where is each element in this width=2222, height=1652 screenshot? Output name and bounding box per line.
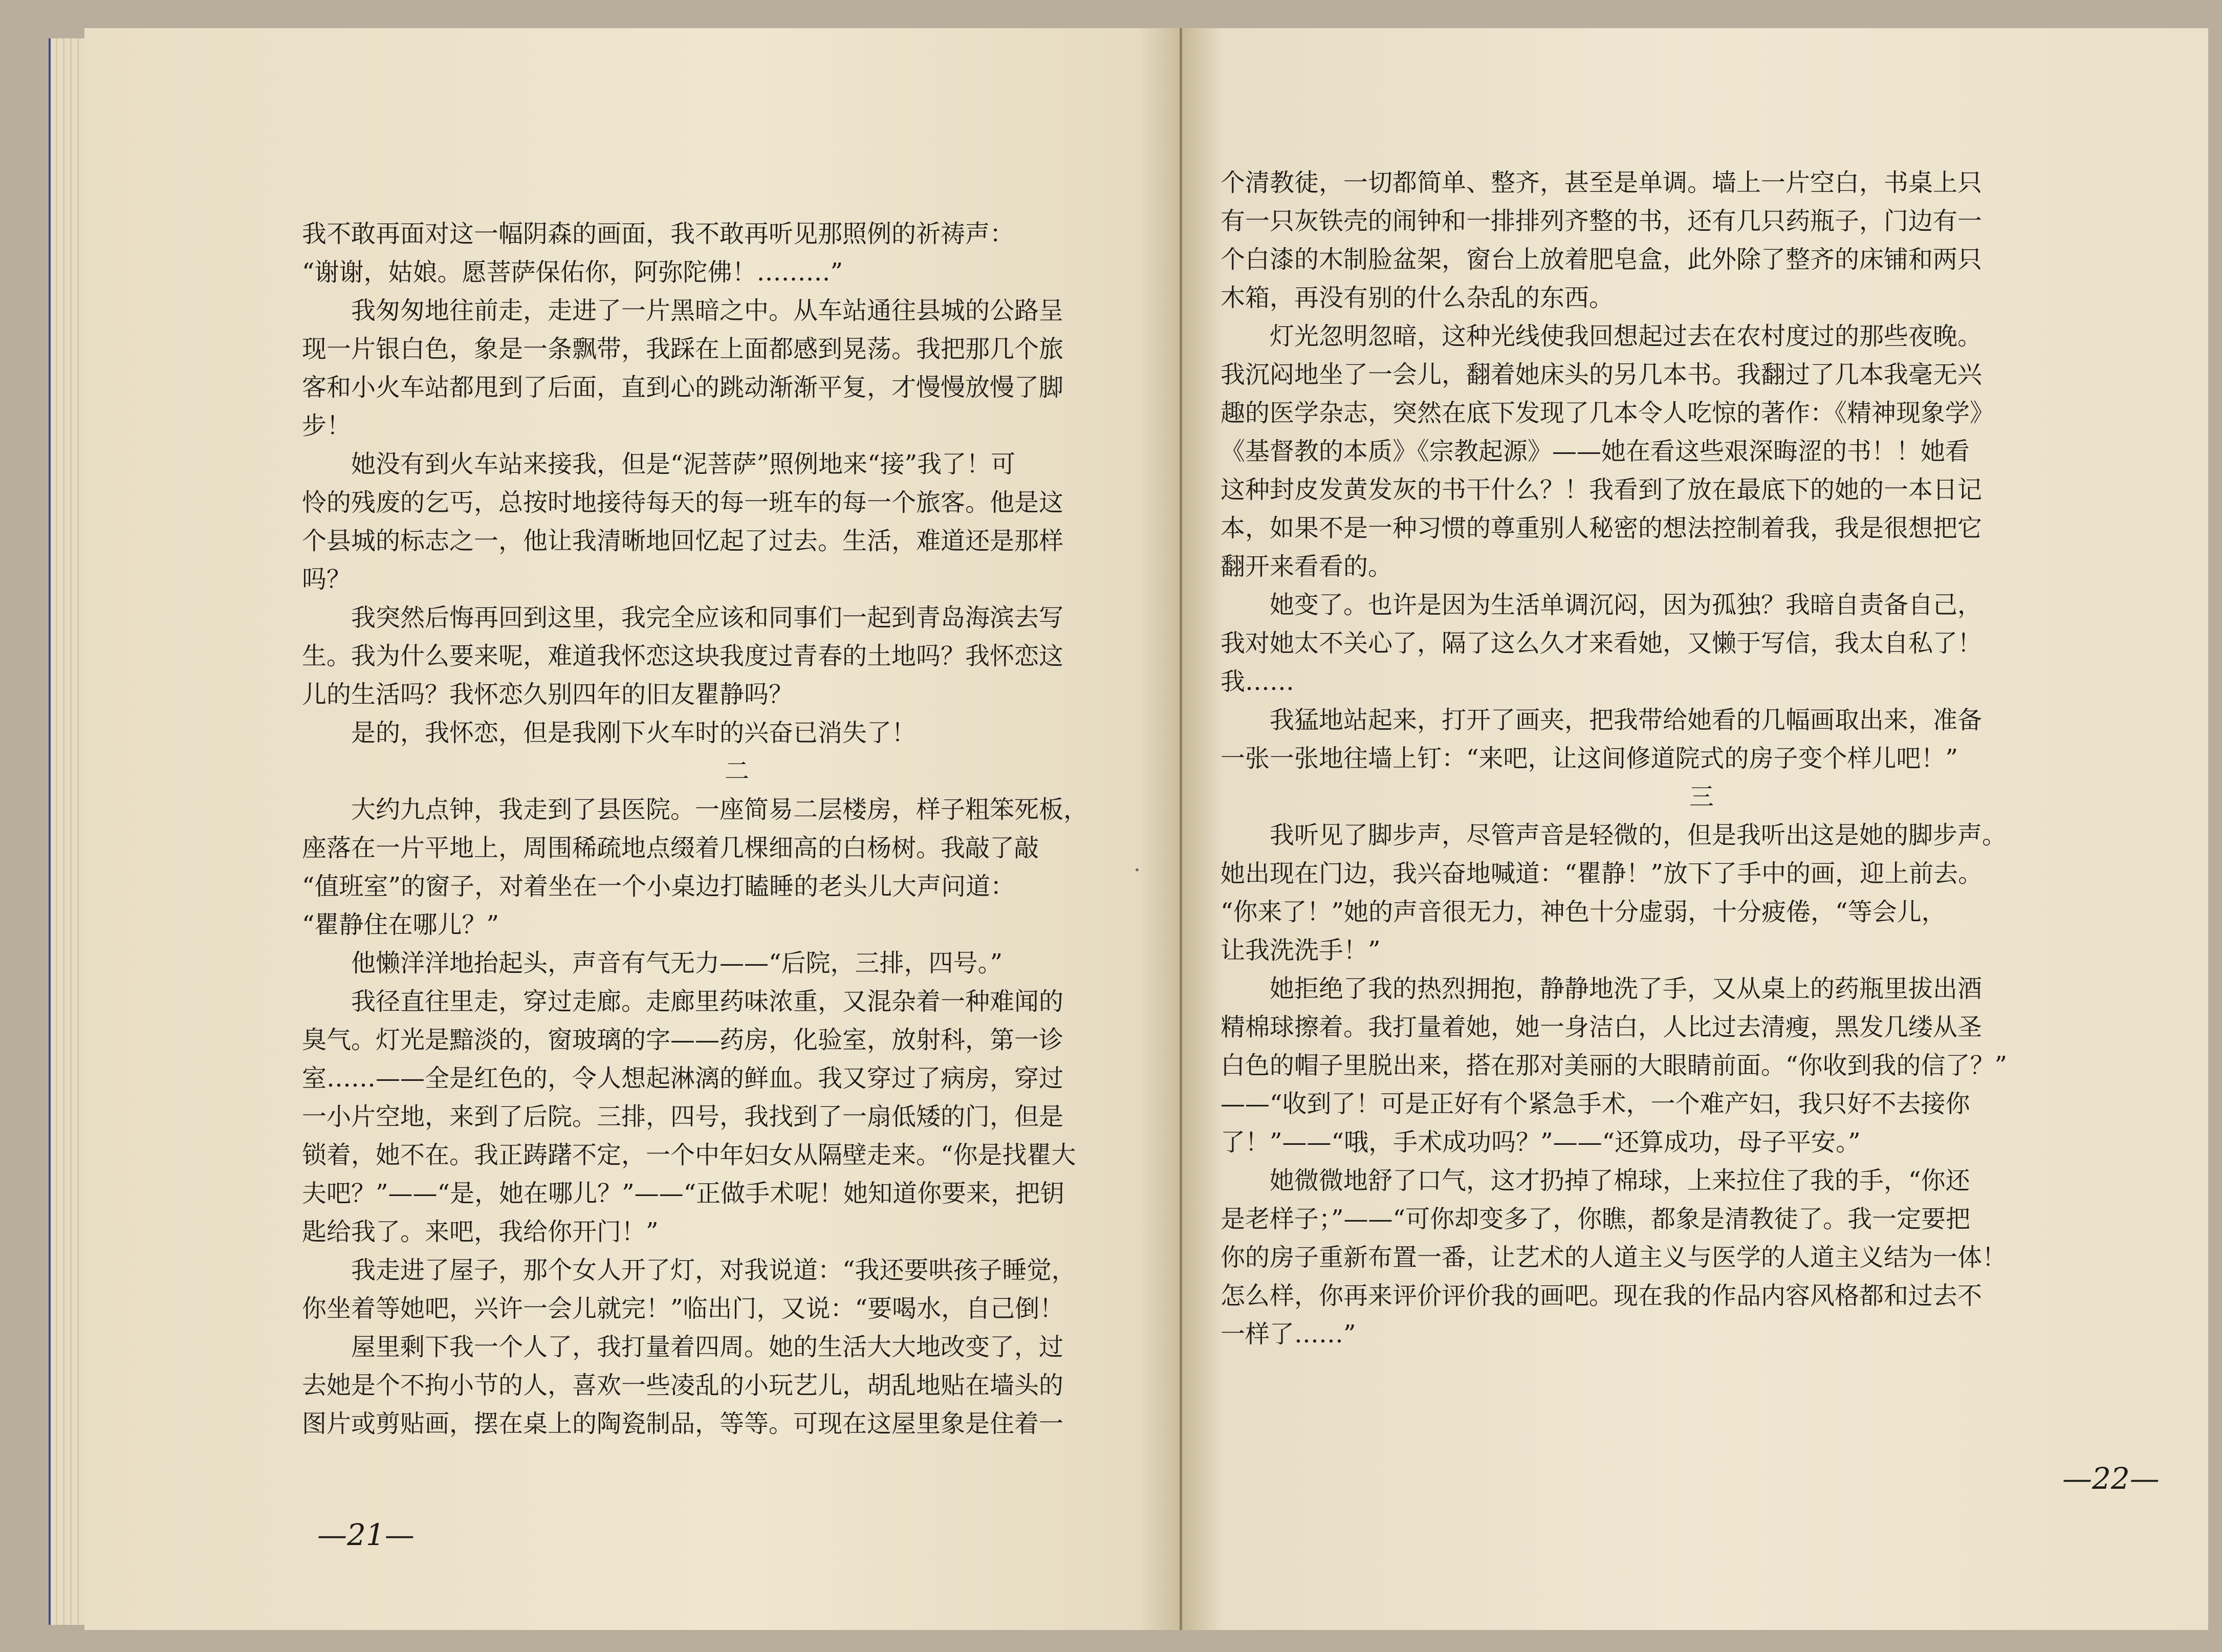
text-line: ——“收到了！可是正好有个紧急手术，一个难产妇，我只好不去接你	[1221, 1090, 1970, 1118]
text-line: 吗？	[302, 565, 352, 594]
text-line: 怜的残废的乞丐，总按时地接待每天的每一班车的每一个旅客。他是这	[302, 488, 1064, 517]
text-line: 臭气。灯光是黯淡的，窗玻璃的字——药房，化验室，放射科，第一诊	[302, 1026, 1064, 1054]
text-line: 这种封皮发黄发灰的书干什么？！我看到了放在最底下的她的一本日记	[1221, 475, 1983, 504]
text-line: 夫吧？”——“是，她在哪儿？”——“正做手术呢！她知道你要来，把钥	[302, 1179, 1065, 1208]
text-line: 客和小火车站都甩到了后面，直到心的跳动渐渐平复，才慢慢放慢了脚	[302, 373, 1064, 402]
text-line: 她变了。也许是因为生活单调沉闷，因为孤独？我暗自责备自己，	[1270, 591, 1983, 619]
left-page	[84, 28, 1182, 1630]
text-line: 我沉闷地坐了一会儿，翻着她床头的另几本书。我翻过了几本我毫无兴	[1221, 360, 1983, 389]
text-line: 她出现在门边，我兴奋地喊道：“瞿静！”放下了手中的画，迎上前去。	[1221, 859, 1983, 888]
text-line: 精棉球擦着。我打量着她，她一身洁白，人比过去清瘦，黑发几缕从圣	[1221, 1013, 1983, 1041]
text-line: 她没有到火车站来接我，但是“泥菩萨”照例地来“接”我了！可	[351, 450, 1016, 479]
text-line: 一张一张地往墙上钉：“来吧，让这间修道院式的房子变个样儿吧！”	[1221, 744, 1958, 773]
text-line: 图片或剪贴画，摆在桌上的陶瓷制品，等等。可现在这屋里象是住着一	[302, 1409, 1064, 1438]
text-line: 《基督教的本质》《宗教起源》——她在看这些艰深晦涩的书！！她看	[1221, 437, 1970, 466]
text-line: 你的房子重新布置一番，让艺术的人道主义与医学的人道主义结为一体！	[1221, 1243, 2007, 1272]
right-page-text	[1221, 164, 2183, 1354]
section-heading: 二	[724, 757, 749, 786]
text-line: 匙给我了。来吧，我给你开门！”	[302, 1218, 659, 1246]
text-line: 生。我为什么要来呢，难道我怀恋这块我度过青春的土地吗？我怀恋这	[302, 642, 1064, 670]
text-line: 现一片银白色，象是一条飘带，我踩在上面都感到晃荡。我把那几个旅	[302, 335, 1064, 363]
text-line: 个县城的标志之一，他让我清晰地回忆起了过去。生活，难道还是那样	[302, 527, 1064, 555]
text-line: 本，如果不是一种习惯的尊重别人秘密的想法控制着我，我是很想把它	[1221, 514, 1983, 542]
text-line: 你坐着等她吧，兴许一会儿就完！”临出门，又说：“要喝水，自己倒！	[302, 1294, 1064, 1323]
text-line: 个白漆的木制脸盆架，窗台上放着肥皂盒，此外除了整齐的床铺和两只	[1221, 245, 1983, 274]
open-book	[49, 28, 2208, 1630]
text-line: 翻开来看看的。	[1221, 552, 1393, 581]
text-line: 是的，我怀恋，但是我刚下火车时的兴奋已消失了！	[351, 719, 917, 747]
ink-speck: ·	[1134, 857, 1141, 883]
text-line: 个清教徒，一切都简单、整齐，甚至是单调。墙上一片空白，书桌上只	[1221, 168, 1983, 197]
page-number: —22—	[2062, 1461, 2160, 1496]
section-heading: 三	[1689, 782, 1714, 811]
text-line: 有一只灰铁壳的闹钟和一排排列齐整的书，还有几只药瓶子，门边有一	[1221, 207, 1983, 235]
text-line: “值班室”的窗子，对着坐在一个小桌边打瞌睡的老头儿大声问道：	[302, 872, 1015, 901]
text-line: 我对她太不关心了，隔了这么久才来看她，又懒于写信，我太自私了！	[1221, 629, 1983, 658]
text-line: 去她是个不拘小节的人，喜欢一些凌乱的小玩艺儿，胡乱地贴在墙头的	[302, 1371, 1064, 1400]
text-line: “谢谢，姑娘。愿菩萨保佑你，阿弥陀佛！………”	[302, 258, 843, 287]
text-line: “瞿静住在哪儿？”	[302, 910, 499, 939]
right-page	[1182, 28, 2208, 1630]
text-line: “你来了！”她的声音很无力，神色十分虚弱，十分疲倦，“等会儿，	[1221, 898, 1946, 926]
text-line: 她微微地舒了口气，这才扔掉了棉球，上来拉住了我的手，“你还	[1270, 1166, 1970, 1195]
text-line: 我走进了屋子，那个女人开了灯，对我说道：“我还要哄孩子睡觉，	[351, 1256, 1076, 1285]
text-line: 大约九点钟，我走到了县医院。一座简易二层楼房，样子粗笨死板，	[351, 795, 1088, 824]
text-line: 步！	[302, 411, 352, 440]
text-line: 趣的医学杂志，突然在底下发现了几本令人吃惊的著作：《精神现象学》	[1221, 399, 1995, 427]
text-line: 木箱，再没有别的什么杂乱的东西。	[1221, 284, 1614, 312]
text-line: 怎么样，你再来评价评价我的画吧。现在我的作品内容风格都和过去不	[1221, 1281, 1983, 1310]
text-line: 我听见了脚步声，尽管声音是轻微的，但是我听出这是她的脚步声。	[1270, 821, 2007, 850]
text-line: 室……——全是红色的，令人想起淋漓的鲜血。我又穿过了病房，穿过	[302, 1064, 1064, 1093]
text-line: 我径直往里走，穿过走廊。走廊里药味浓重，又混杂着一种难闻的	[351, 987, 1064, 1016]
text-line: 锁着，她不在。我正踌躇不定，一个中年妇女从隔壁走来。“你是找瞿大	[302, 1141, 1076, 1169]
text-line: 一小片空地，来到了后院。三排，四号，我找到了一扇低矮的门，但是	[302, 1102, 1064, 1131]
text-line: 屋里剩下我一个人了，我打量着四周。她的生活大大地改变了，过	[351, 1333, 1064, 1361]
page-number: —21—	[317, 1517, 415, 1552]
text-line: 儿的生活吗？我怀恋久别四年的旧友瞿静吗？	[302, 680, 794, 709]
text-line: 座落在一片平地上，周围稀疏地点缀着几棵细高的白杨树。我敲了敲	[302, 834, 1039, 862]
text-line: 我不敢再面对这一幅阴森的画面，我不敢再听见那照例的祈祷声：	[302, 220, 1015, 248]
text-line: 他懒洋洋地抬起头，声音有气无力——“后院，三排，四号。”	[351, 949, 1003, 977]
text-line: 我……	[1221, 667, 1295, 696]
text-line: 一样了……”	[1221, 1320, 1356, 1349]
left-page-text	[302, 215, 1172, 1443]
text-line: 我猛地站起来，打开了画夹，把我带给她看的几幅画取出来，准备	[1270, 706, 1983, 734]
text-line: 我匆匆地往前走，走进了一片黑暗之中。从车站通往县城的公路呈	[351, 296, 1064, 325]
text-line: 她拒绝了我的热烈拥抱，静静地洗了手，又从桌上的药瓶里拔出酒	[1270, 974, 1983, 1003]
text-line: 白色的帽子里脱出来，搭在那对美丽的大眼睛前面。“你收到我的信了？”	[1221, 1051, 2008, 1080]
text-line: 了！”——“哦，手术成功吗？”——“还算成功，母子平安。”	[1221, 1128, 1861, 1157]
text-line: 灯光忽明忽暗，这种光线使我回想起过去在农村度过的那些夜晚。	[1270, 322, 1983, 351]
text-line: 让我洗洗手！”	[1221, 936, 1381, 965]
text-line: 是老样子；”——“可你却变多了，你瞧，都象是清教徒了。我一定要把	[1221, 1205, 1971, 1233]
text-line: 我突然后悔再回到这里，我完全应该和同事们一起到青岛海滨去写	[351, 603, 1064, 632]
